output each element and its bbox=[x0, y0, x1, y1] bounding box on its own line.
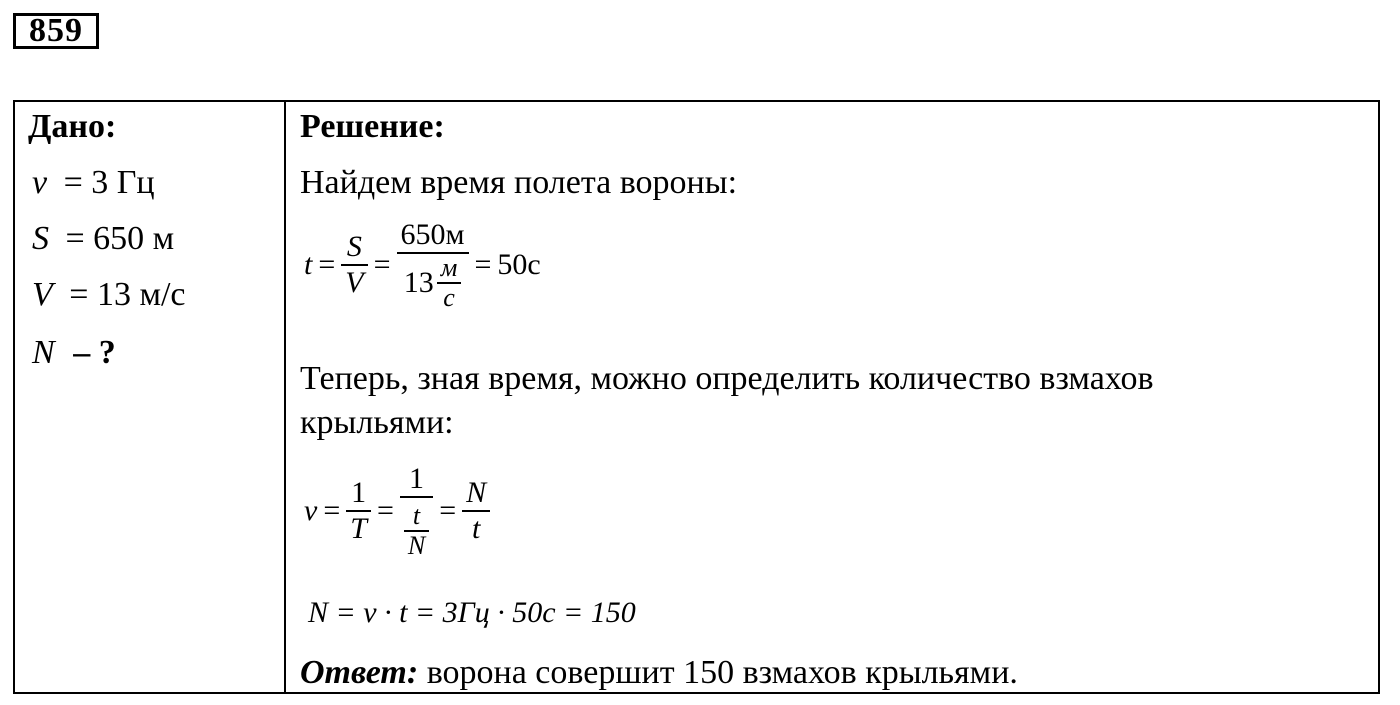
given-value: = 13 м/с bbox=[69, 276, 186, 313]
denominator: T bbox=[350, 511, 367, 545]
fraction bbox=[400, 462, 433, 560]
given-symbol: ν bbox=[32, 164, 48, 201]
answer-line bbox=[300, 654, 1018, 692]
fraction bbox=[346, 476, 371, 546]
unit-fraction bbox=[437, 254, 462, 312]
fraction bbox=[397, 218, 469, 312]
numerator: N bbox=[466, 475, 487, 509]
equation-count: N = ν · t = 3Гц · 50с = 150 bbox=[308, 596, 636, 629]
denominator: N bbox=[407, 530, 426, 560]
solution-line-1: Найдем время полета вороны: bbox=[300, 164, 738, 201]
numerator: 650м bbox=[400, 218, 465, 251]
numerator: S bbox=[346, 229, 362, 263]
given-symbol: S bbox=[32, 220, 49, 257]
fraction bbox=[462, 476, 490, 546]
denominator: V bbox=[345, 265, 364, 299]
eq-sign: = bbox=[373, 247, 391, 281]
given-symbol: N bbox=[32, 334, 55, 371]
given-item-frequency bbox=[32, 164, 155, 202]
denominator: t bbox=[471, 511, 481, 545]
eq-sign: = bbox=[474, 247, 492, 281]
given-item-speed bbox=[32, 276, 186, 314]
given-item-distance bbox=[32, 220, 174, 258]
number: 13 bbox=[403, 265, 434, 299]
equation-frequency bbox=[304, 462, 490, 560]
given-header: Дано: bbox=[28, 108, 117, 145]
given-symbol: V bbox=[32, 276, 53, 313]
given-value: = 650 м bbox=[65, 220, 175, 257]
eq-symbol: ν bbox=[304, 493, 318, 527]
column-divider bbox=[284, 100, 286, 694]
denominator bbox=[400, 254, 466, 312]
eq-sign: = bbox=[323, 493, 341, 527]
numerator: 1 bbox=[351, 475, 367, 509]
eq-symbol: t bbox=[304, 247, 313, 281]
numerator: 1 bbox=[409, 462, 425, 495]
solution-header: Решение: bbox=[300, 108, 445, 145]
solution-line-2b: крыльями: bbox=[300, 404, 454, 441]
problem-number: 859 bbox=[13, 13, 99, 49]
denominator bbox=[400, 498, 433, 560]
equation-time bbox=[304, 218, 541, 312]
eq-sign: = bbox=[376, 493, 394, 527]
given-item-unknown bbox=[32, 334, 116, 372]
given-value: – ? bbox=[73, 334, 116, 371]
numerator: м bbox=[440, 253, 458, 282]
nested-fraction bbox=[404, 502, 429, 560]
eq-sign: = bbox=[318, 247, 336, 281]
result: 50с bbox=[497, 247, 541, 281]
answer-text: ворона совершит 150 взмахов крыльями. bbox=[418, 654, 1018, 691]
answer-label: Ответ: bbox=[300, 654, 419, 691]
fraction bbox=[341, 230, 367, 300]
solution-line-2a: Теперь, зная время, можно определить количество взмахов bbox=[300, 360, 1154, 397]
denominator: с bbox=[443, 282, 455, 312]
eq-sign: = bbox=[439, 493, 457, 527]
numerator: t bbox=[412, 501, 421, 530]
given-value: = 3 Гц bbox=[63, 164, 155, 201]
